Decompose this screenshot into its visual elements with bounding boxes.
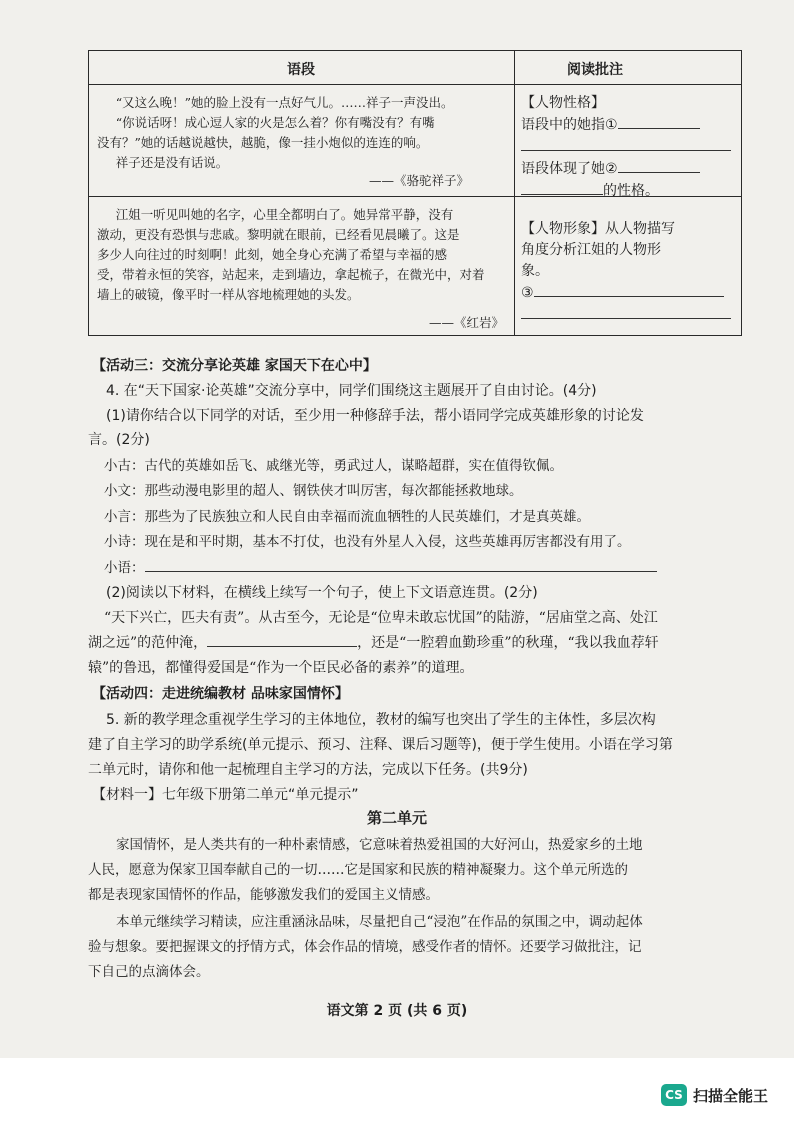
material-line-2: 湖之远”的范仲淹， ，还是“一腔碧血勤珍重”的秋瑾，“我以我血荐轩: [88, 635, 659, 651]
source-luotuo-xiangzi: ——《骆驼祥子》: [369, 173, 470, 188]
header-annotation: 阅读批注: [567, 62, 623, 78]
question-5-line-2: 建了自主学习的助学系统(单元提示、预习、注释、课后习题等)，便于学生使用。小语在学习第: [88, 737, 673, 753]
question-4: 4. 在“天下国家·论英雄”交流分享中，同学们围绕这主题展开了自由讨论。(4分): [106, 383, 597, 399]
unit-para1-line-1: 家国情怀，是人类共有的一种朴素情感，它意味着热爱祖国的大好河山，热爱家乡的土地: [116, 837, 643, 853]
activity4-heading: 【活动四：走进统编教材 品味家国情怀】: [92, 686, 349, 702]
reading-table: [88, 50, 742, 336]
question-5-line-3: 二单元时，请你和他一起梳理自主学习的方法，完成以下任务。(共9分): [88, 762, 528, 778]
question-4-1-cont: 言。(2分): [88, 432, 150, 448]
dialog-xiaoyan: 小言：那些为了民族独立和人民自由幸福而流血牺牲的人民英雄们，才是真英雄。: [104, 509, 590, 525]
unit-para2-line-1: 本单元继续学习精读，应注重涵泳品味，尽量把自己“浸泡”在作品的氛围之中，调动起体: [116, 914, 643, 930]
scanner-app-name: 扫描全能王: [693, 1086, 769, 1105]
answer-blank-2[interactable]: [618, 158, 700, 173]
unit-para2-line-3: 下自己的点滴体会。: [88, 964, 210, 980]
unit-para1-line-3: 都是表现家国情怀的作品，能够激发我们的爱国主义情感。: [88, 887, 439, 903]
passage-hongyan: 江姐一听见叫她的名字，心里全都明白了。她异常平静，没有 激动，更没有恐惧与悲戚。黎明就在眼前，已经看见晨曦了。这是 多少人向往过的时刻啊！此刻，她全身心充满了希望与幸福的感 受，带着永恒的笑容，站起来，走到墙边，拿起梳子，在微光中，对着 墙上的破镜，像平时一样从容地梳理她的头发。: [97, 207, 485, 302]
question-4-2: (2)阅读以下材料，在横线上续写一个句子，使上下文语意连贯。(2分): [106, 585, 538, 601]
dialog-xiaoshi: 小诗：现在是和平时期，基本不打仗，也没有外星人入侵，这些英雄再厉害都没有用了。: [104, 534, 631, 550]
dialog-xiaoyu: 小语：: [104, 556, 657, 576]
annotation-character-image: 【人物形象】从人物描写 角度分析江姐的人物形 象。 ③: [521, 219, 731, 326]
camscanner-logo-icon: CS: [661, 1084, 687, 1106]
continuation-blank[interactable]: [207, 634, 357, 647]
dialog-xiaowen: 小文：那些动漫电影里的超人、钢铁侠才叫厉害，每次都能拯救地球。: [104, 483, 523, 499]
annotation-character-trait: 【人物性格】 语段中的她指① 语段体现了她② 的性格。: [521, 93, 731, 202]
question-4-1: (1)请你结合以下同学的对话，至少用一种修辞手法，帮小语同学完成英雄形象的讨论发: [106, 408, 644, 424]
material-line-3: 辕”的鲁迅，都懂得爱国是“作为一个臣民必备的素养”的道理。: [88, 660, 474, 676]
scanner-watermark: [661, 1084, 768, 1106]
answer-blank-3[interactable]: [534, 282, 724, 297]
source-hongyan: ——《红岩》: [429, 315, 505, 330]
activity3-heading: 【活动三：交流分享论英雄 家国天下在心中】: [92, 358, 377, 374]
dialog-xiaogu: 小古：古代的英雄如岳飞、戚继光等，勇武过人，谋略超群，实在值得钦佩。: [104, 458, 563, 474]
answer-blank-1[interactable]: [618, 114, 700, 129]
unit-para1-line-2: 人民，愿意为保家卫国奉献自己的一切……它是国家和民族的精神凝聚力。这个单元所选的: [88, 862, 628, 878]
xiaoyu-answer-line[interactable]: [145, 559, 657, 572]
unit-title: 第二单元: [366, 809, 427, 827]
unit-para2-line-2: 验与想象。要把握课文的抒情方式，体会作品的情境，感受作者的情怀。还要学习做批注，记: [88, 939, 642, 955]
page-footer: 语文第 2 页 (共 6 页): [326, 1003, 468, 1019]
passage-luotuo-xiangzi: “又这么晚！”她的脸上没有一点好气儿。……祥子一声没出。 “你说话呀！成心逗人家的火是怎么着？你有嘴没有？有嘴 没有？”她的话越说越快，越脆，像一挂小炮似的连连的响。 祥子还是没有话说。: [97, 95, 454, 170]
question-5-line-1: 5. 新的教学理念重视学生学习的主体地位，教材的编写也突出了学生的主体性，多层次构: [106, 712, 656, 728]
material-line-1: “天下兴亡，匹夫有责”。从古至今，无论是“位卑未敢忘忧国”的陆游，“居庙堂之高、处江: [104, 610, 658, 626]
header-passage: 语段: [287, 62, 315, 78]
material-1-label: 【材料一】七年级下册第二单元“单元提示”: [92, 787, 359, 803]
